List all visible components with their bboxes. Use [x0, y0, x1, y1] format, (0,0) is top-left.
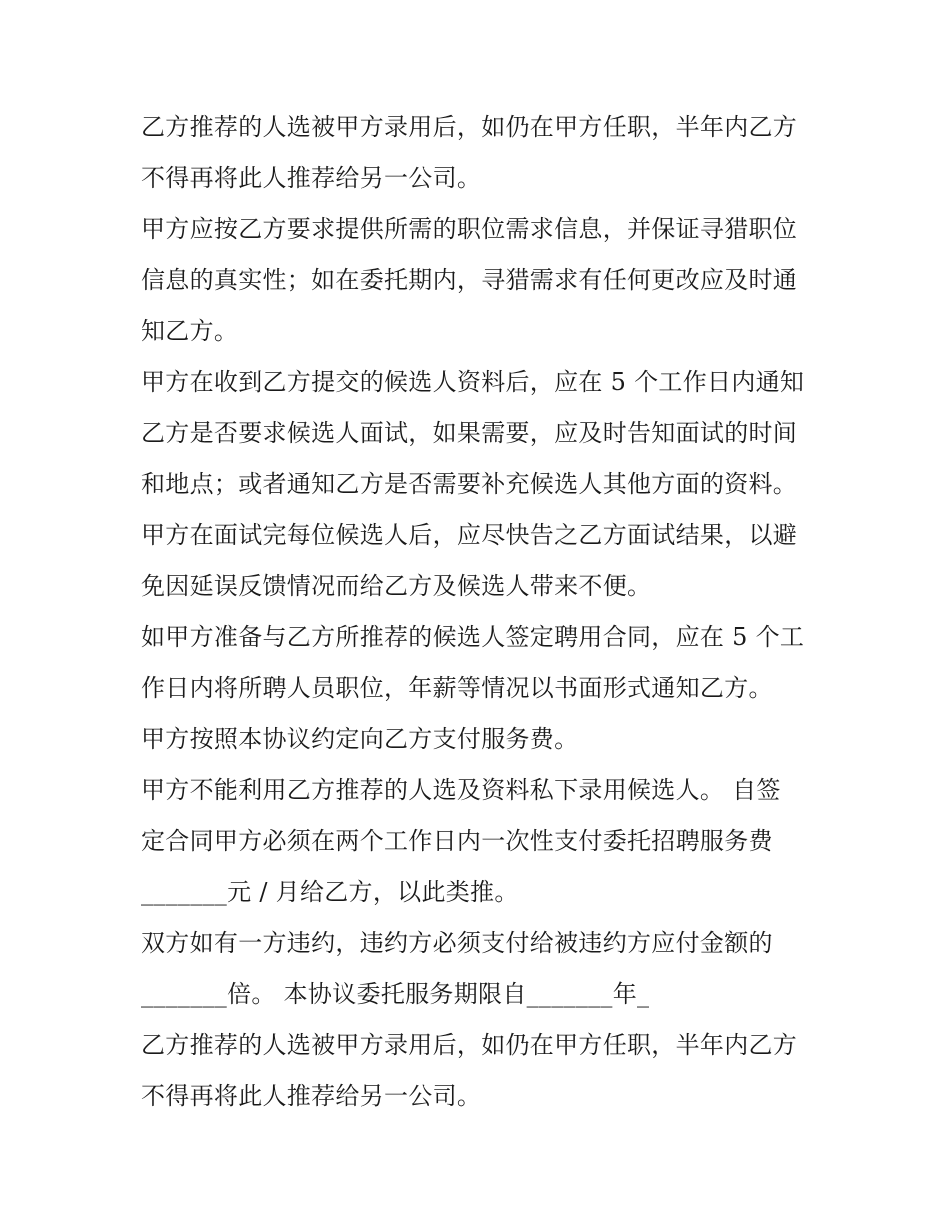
document-body — [141, 102, 821, 1122]
text-line: 甲方按照本协议约定向乙方支付服务费。 — [141, 725, 579, 753]
paragraph-9 — [141, 1020, 821, 1122]
text-line: 作日内将所聘人员职位，年薪等情况以书面形式通知乙方。 — [141, 674, 773, 702]
text-line: 甲方在面试完每位候选人后，应尽快告之乙方面试结果，以避 — [141, 521, 798, 549]
text-line: 甲方不能利用乙方推荐的人选及资料私下录用候选人。 自签 — [141, 776, 781, 804]
text-line: 和地点；或者通知乙方是否需要补充候选人其他方面的资料。 — [141, 470, 798, 498]
text-line: 不得再将此人推荐给另一公司。 — [141, 1082, 482, 1110]
text-line: 不得再将此人推荐给另一公司。 — [141, 164, 482, 192]
paragraph-5 — [141, 612, 821, 714]
text-line: _______倍。 本协议委托服务期限自_______年_ — [141, 980, 650, 1008]
paragraph-7 — [141, 765, 821, 918]
text-line: 乙方推荐的人选被甲方录用后，如仍在甲方任职，半年内乙方 — [141, 1031, 798, 1059]
text-line: 知乙方。 — [141, 317, 239, 345]
text-line: 如甲方准备与乙方所推荐的候选人签定聘用合同，应在 5 个工 — [141, 623, 805, 651]
paragraph-2 — [141, 204, 821, 357]
paragraph-6 — [141, 714, 821, 765]
text-line: 乙方推荐的人选被甲方录用后，如仍在甲方任职，半年内乙方 — [141, 113, 798, 141]
paragraph-4 — [141, 510, 821, 612]
text-line: 信息的真实性；如在委托期内，寻猎需求有任何更改应及时通 — [141, 266, 798, 294]
text-line: 免因延误反馈情况而给乙方及候选人带来不便。 — [141, 572, 652, 600]
text-line: _______元 / 月给乙方，以此类推。 — [141, 878, 519, 906]
text-line: 乙方是否要求候选人面试，如果需要，应及时告知面试的时间 — [141, 419, 798, 447]
paragraph-3 — [141, 357, 821, 510]
paragraph-8 — [141, 918, 821, 1020]
text-line: 双方如有一方违约，违约方必须支付给被违约方应付金额的 — [141, 929, 773, 957]
paragraph-1 — [141, 102, 821, 204]
text-line: 甲方应按乙方要求提供所需的职位需求信息，并保证寻猎职位 — [141, 215, 798, 243]
text-line: 定合同甲方必须在两个工作日内一次性支付委托招聘服务费 — [141, 827, 773, 855]
text-line: 甲方在收到乙方提交的候选人资料后，应在 5 个工作日内通知 — [141, 368, 805, 396]
